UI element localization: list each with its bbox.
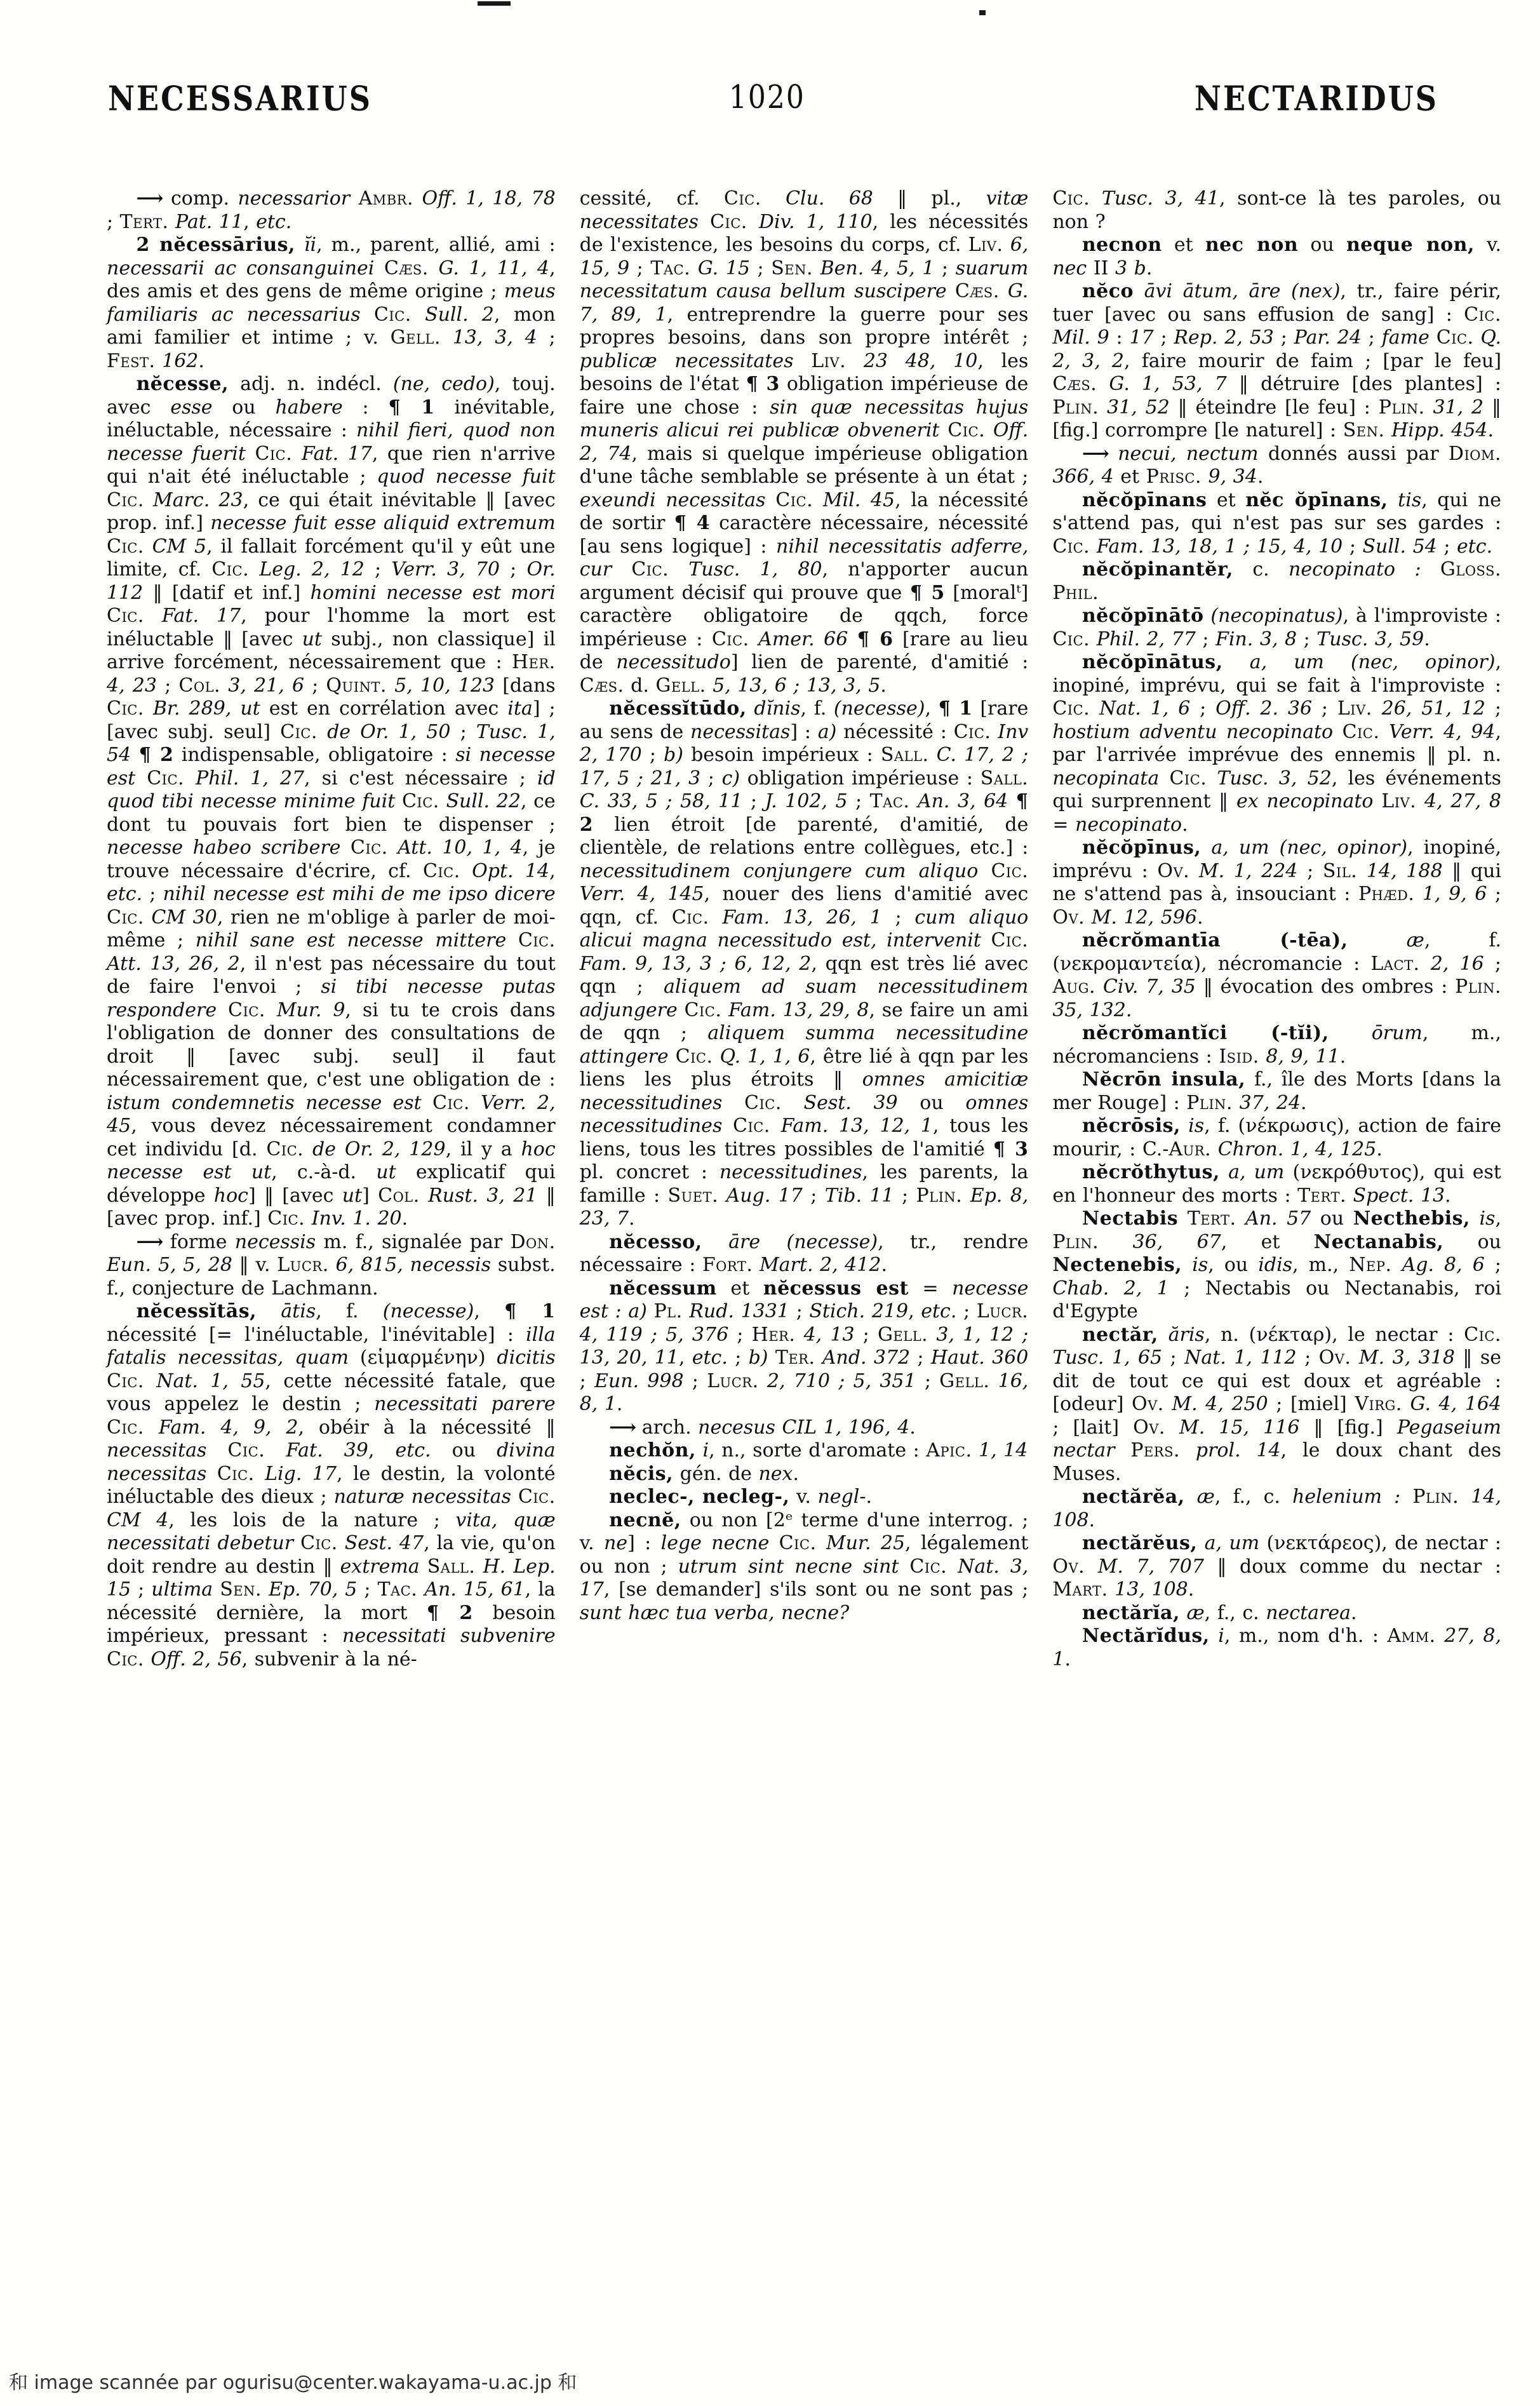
- editorial-arrow-icon: ⟶: [136, 187, 163, 210]
- entry-necne-cont: Cic. Tusc. 3, 41, sont-ce là tes paroles, ou non ?: [1052, 187, 1502, 233]
- editorial-arrow-icon: ⟶: [609, 1416, 636, 1439]
- entry-necis: nĕcis, gén. de nex.: [609, 1462, 800, 1485]
- variant-note: ⟶ necui, nectum donnés aussi par Diom. 366, 4 et Prisc. 9, 34.: [1052, 442, 1502, 488]
- entry-necopinatus: nĕcŏpīnātus, a, um (nec, opinor), inopiné, imprévu, qui se fait à l'improviste : Cic. Nat. 1, 6 ; Off. 2. 36 ; Liv. 26, 51, 12 ; hostium adventu necopinato Cic. Verr. 4, 94, par l'arrivée imprévue des ennemis ‖ pl. n. necopinata Cic. Tusc. 3, 52, les événements qui surprennent ‖ ex necopinato Liv. 4, 27, 8 = necopinato.: [1052, 651, 1502, 836]
- variant-note: ⟶ comp. necessarior Ambr. Off. 1, 18, 78 ; Tert. Pat. 11, etc.: [107, 187, 556, 233]
- header-right-guideword: NECTARIDUS: [1194, 78, 1438, 119]
- column-2: [580, 187, 1029, 1671]
- editorial-arrow-icon: ⟶: [136, 1230, 163, 1253]
- scan-speck: [478, 1, 511, 6]
- entry-necessitas-cont: cessité, cf. Cic. Clu. 68 ‖ pl., vitæ necessitates Cic. Div. 1, 110, les nécessités de l'existence, les besoins du corps, cf. Liv. 6, 15, 9 ; Tac. G. 15 ; Sen. Ben. 4, 5, 1 ; suarum necessitatum causa bellum suscipere Cæs. G. 7, 89, 1, entreprendre la guerre pour ses propres besoins, dans son propre intérêt ; publicæ necessitates Liv. 23 48, 10, les besoins de l'état ¶ 3 obligation impérieuse de faire une chose : sin quæ necessitas hujus muneris alicui rei publicæ obvenerit Cic. Off. 2, 74, mais si quelque impérieuse obligation d'une tâche semblable se présente à un état ; exeundi necessitas Cic. Mil. 45, la nécessité de sortir ¶ 4 caractère nécessaire, nécessité [au sens logique] : nihil necessitatis adferre, cur Cic. Tusc. 1, 80, n'apporter aucun argument décisif qui prouve que ¶ 5 [moralᵗ] caractère obligatoire de qqch, force impérieuse : Cic. Amer. 66 ¶ 6 [rare au lieu de necessitudo] lien de parenté, d'amitié : Cæs. d. Gell. 5, 13, 6 ; 13, 3, 5.: [579, 187, 1029, 697]
- column-1: [107, 187, 556, 1671]
- entry-necessitudo: nĕcessĭtūdo, dĭnis, f. (necesse), ¶ 1 [rare au sens de necessitas] : a) nécessité : Cic. Inv 2, 170 ; b) besoin impérieux : Sall. C. 17, 2 ; 17, 5 ; 21, 3 ; c) obligation impérieuse : Sall. C. 33, 5 ; 58, 11 ; J. 102, 5 ; Tac. An. 3, 64 ¶ 2 lien étroit [de parenté, d'amitié, de clientèle, de relations entre collègues, etc.] : necessitudinem conjungere cum aliquo Cic. Verr. 4, 145, nouer des liens d'amitié avec qqn, cf. Cic. Fam. 13, 26, 1 ; cum aliquo alicui magna necessitudo est, intervenit Cic. Fam. 9, 13, 3 ; 6, 12, 2, qqn est très lié avec qqn ; aliquem ad suam necessitudinem adjungere Cic. Fam. 13, 29, 8, se faire un ami de qqn ; aliquem summa necessitudine attingere Cic. Q. 1, 1, 6, être lié à qqn par les liens les plus étroits ‖ omnes amicitiæ necessitudines Cic. Sest. 39 ou omnes necessitudines Cic. Fam. 13, 12, 1, tous les liens, tous les titres possibles de l'amitié ¶ 3 pl. concret : necessitudines, les parents, la famille : Suet. Aug. 17 ; Tib. 11 ; Plin. Ep. 8, 23, 7.: [579, 697, 1029, 1230]
- variant-note: ⟶ forme necessis m. f., signalée par Don. Eun. 5, 5, 28 ‖ v. Lucr. 6, 815, necessis subst. f., conjecture de Lachmann.: [107, 1230, 556, 1300]
- entry-nectar: nectăr, ăris, n. (νέκταρ), le nectar : Cic. Tusc. 1, 65 ; Nat. 1, 112 ; Ov. M. 3, 318 ‖ se dit de tout ce qui est doux et agréable : [odeur] Ov. M. 4, 250 ; [miel] Virg. G. 4, 164 ; [lait] Ov. M. 15, 116 ‖ [fig.] Pegaseium nectar Pers. prol. 14, le doux chant des Muses.: [1052, 1323, 1502, 1485]
- entry-nectaria: nectărĭa, æ, f., c. nectarea.: [1081, 1601, 1357, 1624]
- entry-neclec: neclec-, necleg-, v. negl-.: [609, 1486, 873, 1508]
- entry-necopinato: nĕcŏpīnātō (necopinatus), à l'improviste : Cic. Phil. 2, 77 ; Fin. 3, 8 ; Tusc. 3, 59.: [1052, 605, 1502, 650]
- variant-note: ⟶ arch. necesus CIL 1, 196, 4.: [609, 1416, 916, 1439]
- entry-necopinus: nĕcŏpīnus, a, um (nec, opinor), inopiné, imprévu : Ov. M. 1, 224 ; Sil. 14, 188 ‖ qui ne s'attend pas à, insouciant : Phæd. 1, 9, 6 ; Ov. M. 12, 596.: [1052, 837, 1502, 929]
- entry-nectarea: nectărĕa, æ, f., c. helenium : Plin. 14, 108.: [1052, 1486, 1501, 1531]
- column-3: [1052, 187, 1501, 1671]
- entry-necron-insula: Nĕcrōn insula, f., île des Morts [dans la mer Rouge] : Plin. 37, 24.: [1052, 1068, 1501, 1114]
- dictionary-text-block: [107, 187, 1501, 1671]
- entry-necrosis: nĕcrōsis, is, f. (νέκρωσις), action de faire mourir, : C.-Aur. Chron. 1, 4, 125.: [1052, 1115, 1502, 1160]
- entry-necessum: nĕcessum et nĕcessus est = necesse est : a) Pl. Rud. 1331 ; Stich. 219, etc. ; Lucr. 4, 119 ; 5, 376 ; Her. 4, 13 ; Gell. 3, 1, 12 ; 13, 20, 11, etc. ; b) Ter. And. 372 ; Haut. 360 ; Eun. 998 ; Lucr. 2, 710 ; 5, 351 ; Gell. 16, 8, 1.: [579, 1277, 1029, 1415]
- entry-nectabis: Nectabis Tert. An. 57 ou Necthebis, is, Plin. 36, 67, et Nectanabis, ou Nectenebis, is, ou idis, m., Nep. Ag. 8, 6 ; Chab. 2, 1 ; Nectabis ou Nectanabis, roi d'Egypte: [1052, 1207, 1502, 1322]
- running-header: [108, 78, 1438, 119]
- entry-neco: nĕco āvi ātum, āre (nex), tr., faire périr, tuer [avec ou sans effusion de sang] : Cic. Mil. 9 : 17 ; Rep. 2, 53 ; Par. 24 ; fame Cic. Q. 2, 3, 2, faire mourir de faim ; [par le feu] Cæs. G. 1, 53, 7 ‖ détruire [des plantes] : Plin. 31, 52 ‖ éteindre [le feu] : Plin. 31, 2 ‖ [fig.] corrompre [le naturel] : Sen. Hipp. 454.: [1052, 280, 1502, 441]
- entry-necnon: necnon et nec non ou neque non, v. nec II 3 b.: [1052, 234, 1502, 279]
- entry-nechon: nechŏn, i, n., sorte d'aromate : Apic. 1, 14: [609, 1439, 1028, 1462]
- page-number: 1020: [728, 79, 805, 116]
- entry-necesse: nĕcesse, adj. n. indécl. (ne, cedo), touj. avec esse ou habere : ¶ 1 inévitable, inéluctable, nécessaire : nihil fieri, quod non necesse fuerit Cic. Fat. 17, que rien n'arrive qui n'ait été inéluctable ; quod necesse fuit Cic. Marc. 23, ce qui était inévitable ‖ [avec prop. inf.] necesse fuit esse aliquid extremum Cic. CM 5, il fallait forcément qu'il y eût une limite, cf. Cic. Leg. 2, 12 ; Verr. 3, 70 ; Or. 112 ‖ [datif et inf.] homini necesse est mori Cic. Fat. 17, pour l'homme la mort est inéluctable ‖ [avec ut subj., non classique] il arrive forcément, nécessairement que : Her. 4, 23 ; Col. 3, 21, 6 ; Quint. 5, 10, 123 [dans Cic. Br. 289, ut est en corrélation avec ita] ; [avec subj. seul] Cic. de Or. 1, 50 ; Tusc. 1, 54 ¶ 2 indispensable, obligatoire : si necesse est Cic. Phil. 1, 27, si c'est nécessaire ; id quod tibi necesse minime fuit Cic. Sull. 22, ce dont tu pouvais fort bien te dispenser ; necesse habeo scribere Cic. Att. 10, 1, 4, je trouve nécessaire d'écrire, cf. Cic. Opt. 14, etc. ; nihil necesse est mihi de me ipso dicere Cic. CM 30, rien ne m'oblige à parler de moi-même ; nihil sane est necesse mittere Cic. Att. 13, 26, 2, il n'est pas nécessaire du tout de faire l'envoi ; si tibi necesse putas respondere Cic. Mur. 9, si tu te crois dans l'obligation de donner des consultations de droit ‖ [avec subj. seul] il faut nécessairement que, c'est une obligation de : istum condemnetis necesse est Cic. Verr. 2, 45, vous devez nécessairement condamner cet individu [d. Cic. de Or. 2, 129, il y a hoc necesse est ut, c.-à-d. ut explicatif qui développe hoc] ‖ [avec ut] Col. Rust. 3, 21 ‖ [avec prop. inf.] Cic. Inv. 1. 20.: [107, 373, 556, 1230]
- entry-nectareus: nectărĕus, a, um (νεκτάρεος), de nectar : Ov. M. 7, 707 ‖ doux comme du nectar : Mart. 13, 108.: [1052, 1532, 1502, 1601]
- scan-speck: [979, 10, 986, 15]
- entry-necromantia: nĕcrŏmantīa (-tēa), æ, f. (νεκρομαντεία), nécromancie : Lact. 2, 16 ; Aug. Civ. 7, 35 ‖ évocation des ombres : Plin. 35, 132.: [1052, 929, 1502, 1021]
- entry-nectaridus: Nectărĭdus, i, m., nom d'h. : Amm. 27, 8, 1.: [1052, 1625, 1502, 1670]
- entry-necopinanter: nĕcŏpinantĕr, c. necopinato : Gloss. Phil.: [1052, 558, 1501, 604]
- scan-credit: 和 image scannée par ogurisu@center.wakayama-u.ac.jp 和: [9, 2372, 577, 2394]
- entry-necessarius2: 2 nĕcessārius, ĭi, m., parent, allié, ami : necessarii ac consanguinei Cæs. G. 1, 11, 4, des amis et des gens de même origine ; meus familiaris ac necessarius Cic. Sull. 2, mon ami familier et intime ; v. Gell. 13, 3, 4 ; Fest. 162.: [107, 234, 556, 372]
- entry-necessitas: nĕcessĭtās, ātis, f. (necesse), ¶ 1 nécessité [= l'inéluctable, l'inévitable] : illa fatalis necessitas, quam (εἱμαρμένην) dicitis Cic. Nat. 1, 55, cette nécessité fatale, que vous appelez le destin ; necessitati parere Cic. Fam. 4, 9, 2, obéir à la nécessité ‖ necessitas Cic. Fat. 39, etc. ou divina necessitas Cic. Lig. 17, le destin, la volonté inéluctable des dieux ; naturæ necessitas Cic. CM 4, les lois de la nature ; vita, quæ necessitati debetur Cic. Sest. 47, la vie, qu'on doit rendre au destin ‖ extrema Sall. H. Lep. 15 ; ultima Sen. Ep. 70, 5 ; Tac. An. 15, 61, la nécessité dernière, la mort ¶ 2 besoin impérieux, pressant : necessitati subvenire Cic. Off. 2, 56, subvenir à la né-: [107, 1300, 556, 1670]
- entry-necromantici: nĕcrŏmantĭci (-tĭi), ōrum, m., nécromanciens : Isid. 8, 9, 11.: [1052, 1022, 1501, 1068]
- header-left-guideword: NECESSARIUS: [108, 78, 372, 119]
- entry-necrothytus: nĕcrŏthytus, a, um (νεκρόθυτος), qui est en l'honneur des morts : Tert. Spect. 13.: [1052, 1161, 1501, 1207]
- entry-necopinans: nĕcŏpīnans et nĕc ŏpīnans, tis, qui ne s'attend pas, qui n'est pas sur ses gardes : Cic. Fam. 13, 18, 1 ; 15, 4, 10 ; Sull. 54 ; etc.: [1052, 488, 1502, 558]
- editorial-arrow-icon: ⟶: [1081, 442, 1108, 465]
- entry-necne: necnĕ, ou non [2ᵉ terme d'une interrog. ; v. ne] : lege necne Cic. Mur. 25, légalement ou non ; utrum sint necne sint Cic. Nat. 3, 17, [se demander] s'ils sont ou ne sont pas ; sunt hæc tua verba, necne?: [579, 1509, 1029, 1624]
- entry-necesso: nĕcesso, āre (necesse), tr., rendre nécessaire : Fort. Mart. 2, 412.: [579, 1230, 1029, 1276]
